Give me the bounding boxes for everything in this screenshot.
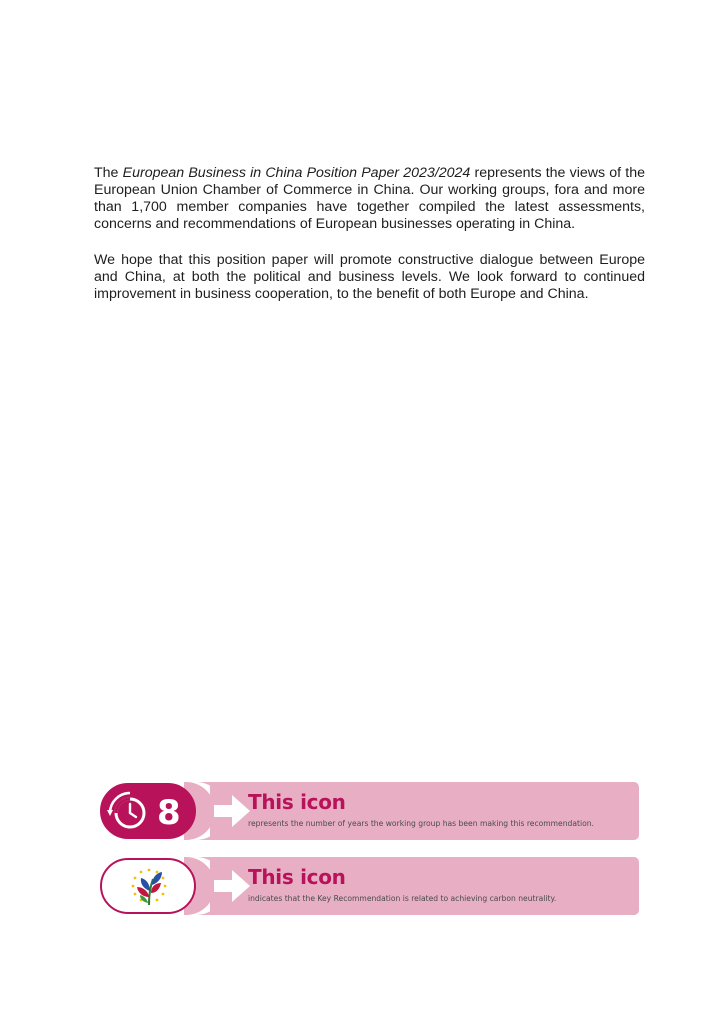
intro-paragraph-1 xyxy=(94,165,645,233)
legend-description: represents the number of years the working group has been making this recommendation. xyxy=(248,819,594,828)
intro-text-start: The xyxy=(94,165,123,182)
right-arrow-icon xyxy=(214,870,250,902)
legend-carbon-icon xyxy=(100,857,639,915)
legend-years-icon xyxy=(100,782,639,840)
carbon-neutrality-leaf-icon xyxy=(126,865,172,911)
years-count: 8 xyxy=(157,793,181,833)
legend-heading: This icon xyxy=(248,865,346,889)
legend-description: indicates that the Key Recommendation is related to achieving carbon neutrality. xyxy=(248,894,557,903)
right-arrow-icon xyxy=(214,795,250,827)
intro-text-rest: represents the views of the European Union Chamber of Commerce in China. Our working groups, fora and more than 1,700 member companies have together compiled the latest assessments, concerns and recommendations of European businesses operating in China. xyxy=(94,165,646,233)
carbon-badge xyxy=(100,858,196,914)
recurring-years-clock-icon xyxy=(106,791,150,835)
paper-title: European Business in China Position Paper 2023/2024 xyxy=(122,165,471,182)
intro-paragraph-2: We hope that this position paper will promote constructive dialogue between Europe and China, at both the political and business levels. We look forward to continued improvement in business cooperation, to the benefit of both Europe and China. xyxy=(94,252,645,303)
years-badge xyxy=(100,783,196,839)
legend-heading: This icon xyxy=(248,790,346,814)
